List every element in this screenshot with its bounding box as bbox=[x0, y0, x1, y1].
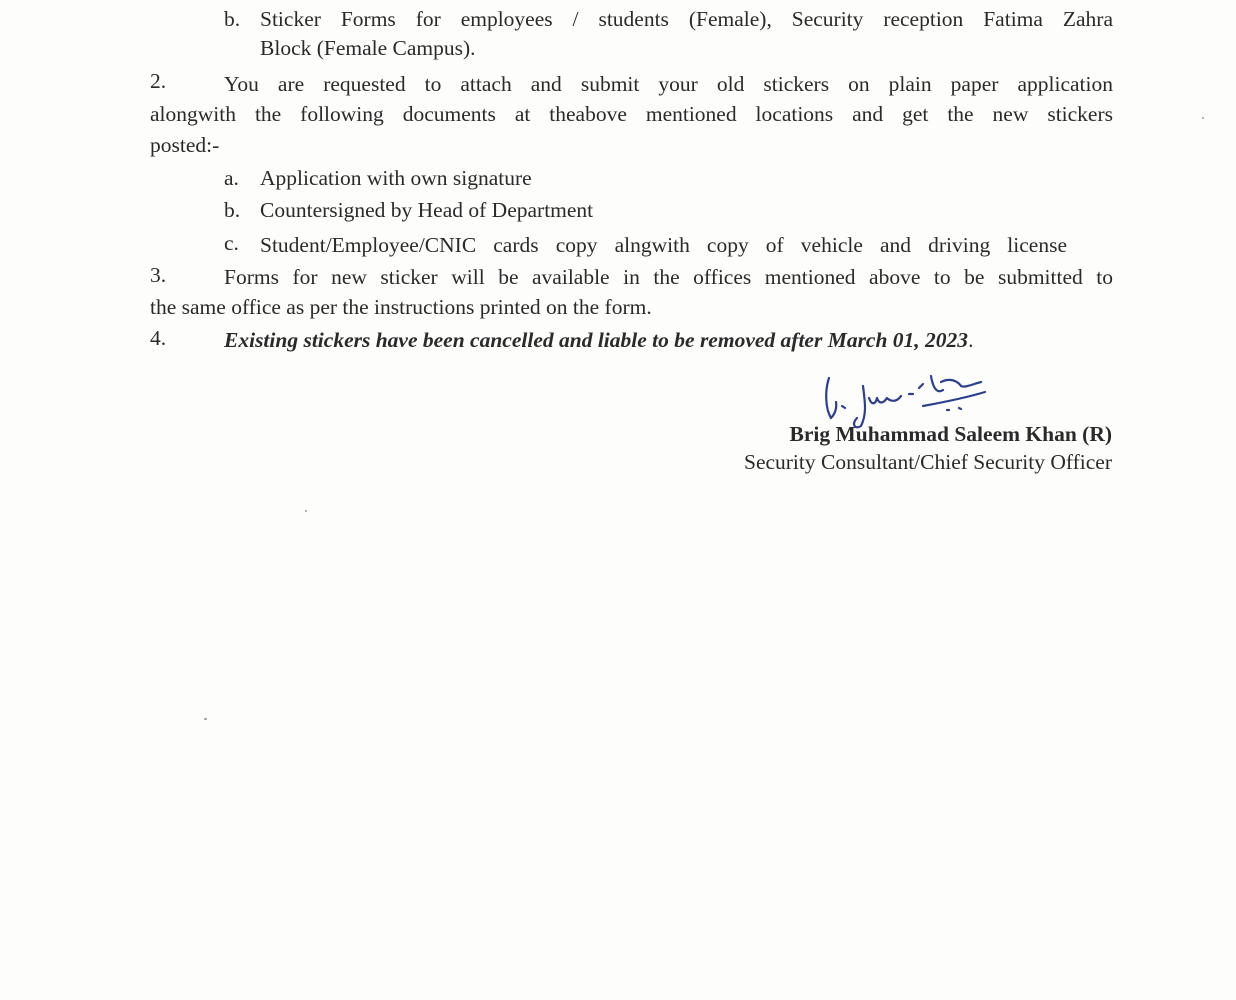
item-1b-line-1: Sticker Forms for employees / students (Female), Security reception Fatima Zahra bbox=[260, 7, 1113, 31]
list-item-a-text: Application with own signature bbox=[260, 166, 532, 190]
signatory-name: Brig Muhammad Saleem Khan (R) bbox=[789, 422, 1112, 446]
list-item-c-text: Student/Employee/CNIC cards copy alngwith copy of vehicle and driving license bbox=[260, 233, 1067, 257]
para-3-number: 3. bbox=[150, 263, 167, 287]
list-item-c-marker: c. bbox=[224, 231, 239, 255]
scan-speck bbox=[204, 718, 207, 720]
item-1b-marker: b. bbox=[224, 7, 241, 31]
list-item-b-marker: b. bbox=[224, 198, 241, 222]
scan-speck bbox=[305, 510, 307, 512]
para-2-number: 2. bbox=[150, 69, 167, 93]
list-item-a-marker: a. bbox=[224, 166, 239, 190]
signatory-title: Security Consultant/Chief Security Officer bbox=[743, 450, 1112, 474]
item-1b-line-2: Block (Female Campus). bbox=[260, 36, 476, 60]
para-4-statement bbox=[224, 330, 973, 352]
para-4-number: 4. bbox=[150, 326, 167, 350]
para-4-period: . bbox=[968, 328, 974, 352]
list-item-b-text: Countersigned by Head of Department bbox=[260, 198, 594, 222]
para-2-line-3: posted:- bbox=[150, 133, 220, 157]
scan-speck bbox=[1202, 117, 1204, 119]
para-2-line-1: You are requested to attach and submit your old stickers on plain paper application bbox=[224, 72, 1113, 96]
handwritten-signature bbox=[815, 368, 995, 430]
para-3-line-2: the same office as per the instructions printed on the form. bbox=[150, 295, 652, 319]
para-4-text: Existing stickers have been cancelled and liable to be removed after March 01, 2023 bbox=[224, 328, 969, 352]
para-3-line-1: Forms for new sticker will be available in the offices mentioned above to be submitted to bbox=[224, 265, 1113, 289]
para-2-line-2: alongwith the following documents at theabove mentioned locations and get the new stickers bbox=[150, 102, 1113, 126]
